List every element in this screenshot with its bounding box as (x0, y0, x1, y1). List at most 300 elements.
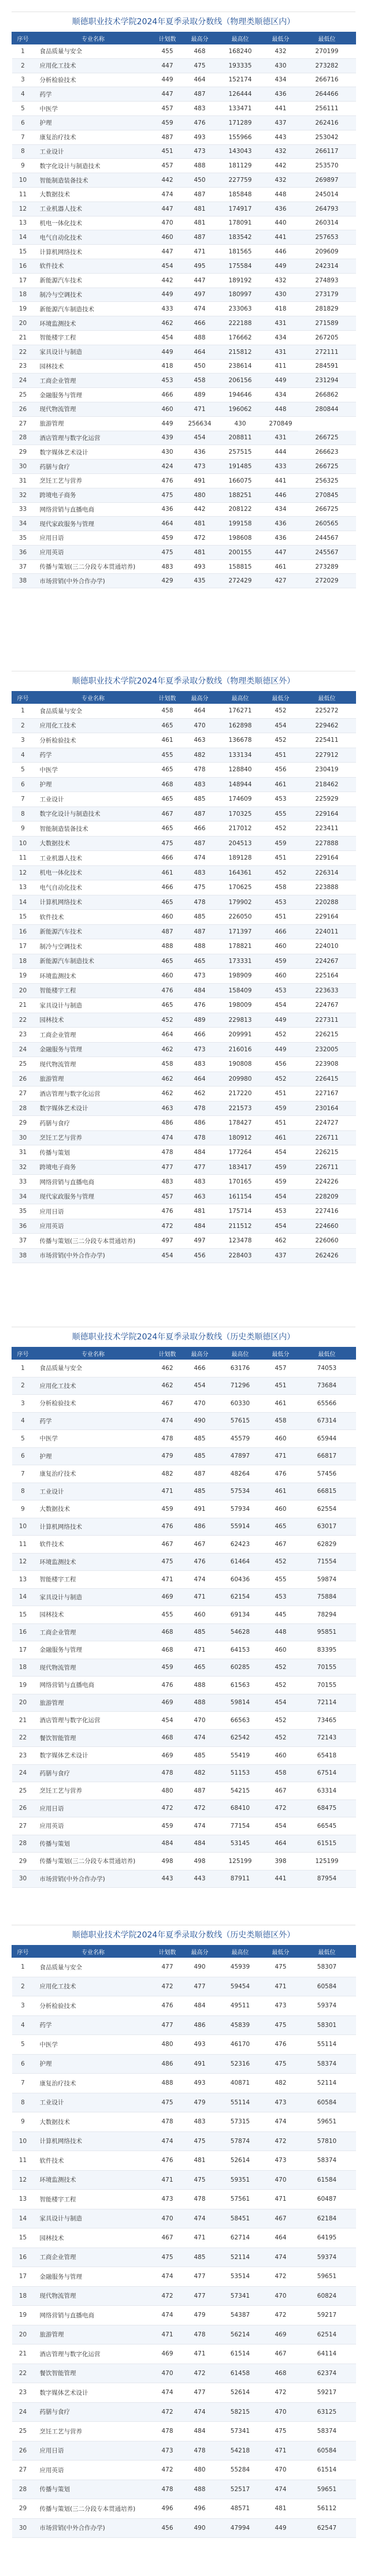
cell-major: 数字媒体艺术设计 (34, 1747, 153, 1765)
cell-max-score: 477 (183, 1977, 217, 1996)
table-row (12, 1447, 356, 1465)
cell-major: 酒店管理与数字化运营 (34, 1712, 153, 1730)
cell-plan: 471 (153, 2170, 183, 2190)
cell-max-score: 497 (183, 1234, 217, 1249)
cell-max-score: 463 (183, 1189, 217, 1204)
cell-max-rank: 204513 (217, 836, 264, 851)
cell-min-score: 434 (264, 388, 298, 402)
cell-seq: 20 (12, 983, 34, 998)
cell-min-score: 445 (264, 1606, 298, 1624)
table-row (12, 1395, 356, 1413)
cell-plan: 473 (153, 2190, 183, 2209)
cell-min-rank: 262426 (298, 1248, 356, 1263)
cell-min-score: 460 (264, 969, 298, 984)
cell-plan: 463 (153, 1101, 183, 1116)
cell-max-score: 476 (183, 998, 217, 1013)
cell-seq: 15 (12, 1606, 34, 1624)
cell-min-rank: 270845 (298, 488, 356, 502)
cell-max-rank: 58215 (217, 2402, 264, 2422)
section-physics-inside (0, 0, 367, 627)
cell-major: 市场营销(中外合作办学) (34, 1870, 153, 1888)
table-row (12, 1412, 356, 1430)
cell-seq: 35 (12, 531, 34, 546)
cell-min-score: 434 (264, 502, 298, 517)
cell-major: 旅游管理 (34, 1072, 153, 1087)
cell-min-score: 442 (264, 159, 298, 173)
cell-major: 分析检验技术 (34, 73, 153, 87)
cell-min-score: 475 (264, 2054, 298, 2074)
cell-min-score: 453 (264, 792, 298, 807)
cell-max-score: 436 (183, 445, 217, 460)
cell-max-score: 479 (183, 2306, 217, 2325)
cell-max-score: 483 (183, 102, 217, 116)
cell-max-score: 478 (183, 2441, 217, 2461)
table-row (12, 704, 356, 719)
cell-min-rank: 227416 (298, 1204, 356, 1219)
cell-seq: 12 (12, 1553, 34, 1571)
cell-min-score: 432 (264, 173, 298, 188)
cell-min-score: 481 (264, 2499, 298, 2519)
cell-major: 园林技术 (34, 1013, 153, 1028)
cell-max-score: 488 (183, 2480, 217, 2499)
cell-max-score: 454 (183, 1377, 217, 1395)
cell-max-score: 483 (183, 1175, 217, 1190)
cell-max-rank: 178427 (217, 1116, 264, 1131)
cell-plan: 468 (153, 1729, 183, 1747)
cell-min-rank: 60584 (298, 2441, 356, 2461)
cell-min-score: 472 (264, 2383, 298, 2403)
cell-plan: 456 (153, 2518, 183, 2538)
cell-plan: 486 (153, 2054, 183, 2074)
cell-min-score: 474 (264, 2112, 298, 2132)
cell-seq: 29 (12, 2499, 34, 2519)
cell-max-score: 487 (183, 187, 217, 201)
table-row (12, 1729, 356, 1747)
cell-max-rank: 49511 (217, 1996, 264, 2016)
cell-seq: 25 (12, 1782, 34, 1800)
cell-min-score: 457 (264, 1360, 298, 1377)
cell-max-rank: 188251 (217, 488, 264, 502)
cell-seq: 25 (12, 1057, 34, 1072)
cell-major: 智能楼宇工程 (34, 983, 153, 998)
cell-max-rank: 226050 (217, 910, 264, 925)
cell-min-rank: 66545 (298, 1817, 356, 1835)
table-row (12, 288, 356, 302)
cell-min-rank: 227912 (298, 748, 356, 763)
cell-min-rank: 55114 (298, 2035, 356, 2055)
table-row (12, 44, 356, 59)
cell-seq: 8 (12, 2093, 34, 2112)
cell-seq: 20 (12, 1694, 34, 1712)
cell-max-rank: 55419 (217, 1747, 264, 1765)
table-row (12, 2306, 356, 2325)
cell-plan: 460 (153, 402, 183, 416)
table-row (12, 1072, 356, 1087)
cell-seq: 2 (12, 1377, 34, 1395)
cell-seq: 17 (12, 273, 34, 288)
cell-min-score: 461 (264, 1483, 298, 1500)
header-plan: 计划数 (153, 1347, 183, 1360)
table-row (12, 2286, 356, 2306)
cell-max-rank: 168240 (217, 44, 264, 59)
cell-major: 工业设计 (34, 792, 153, 807)
cell-max-score: 454 (183, 431, 217, 445)
cell-plan: 472 (153, 2461, 183, 2480)
cell-min-score: 436 (264, 531, 298, 546)
cell-min-score: 470 (264, 2170, 298, 2190)
table-row (12, 388, 356, 402)
header-major: 专业名称 (34, 32, 153, 44)
header-max-rank: 最高位 (217, 1347, 264, 1360)
cell-major: 软件技术 (34, 1536, 153, 1554)
cell-max-rank: 183542 (217, 230, 264, 245)
cell-min-rank: 61514 (298, 2461, 356, 2480)
cell-major: 护理 (34, 777, 153, 792)
cell-seq: 18 (12, 2286, 34, 2306)
cell-plan: 461 (153, 733, 183, 748)
cell-plan: 465 (153, 822, 183, 837)
cell-plan: 465 (153, 895, 183, 910)
cell-major: 中医学 (34, 2035, 153, 2055)
cell-min-rank: 224660 (298, 1219, 356, 1234)
cell-min-score: 458 (264, 1412, 298, 1430)
cell-max-rank: 126444 (217, 87, 264, 102)
cell-major: 工业设计 (34, 144, 153, 159)
cell-major: 金融服务与管理 (34, 388, 153, 402)
cell-max-rank: 238614 (217, 359, 264, 374)
cell-max-score: 479 (183, 2093, 217, 2112)
cell-max-score: 472 (183, 531, 217, 546)
cell-max-score: 488 (183, 330, 217, 345)
table-row (12, 1835, 356, 1853)
cell-max-rank: 196062 (217, 402, 264, 416)
cell-max-score: 466 (183, 316, 217, 331)
cell-seq: 38 (12, 574, 34, 588)
cell-plan: 475 (153, 1553, 183, 1571)
cell-seq: 16 (12, 2248, 34, 2267)
cell-major: 工商企业管理 (34, 2248, 153, 2267)
cell-min-rank: 262416 (298, 115, 356, 130)
cell-seq: 36 (12, 545, 34, 559)
cell-plan: 418 (153, 359, 183, 374)
score-card (12, 671, 355, 1263)
header-min-score: 最低分 (264, 1347, 298, 1360)
cell-min-score: 453 (264, 1204, 298, 1219)
table-row (12, 1996, 356, 2016)
cell-plan: 462 (153, 1087, 183, 1102)
table-row (12, 1189, 356, 1204)
table-row (12, 1219, 356, 1234)
cell-min-rank: 63017 (298, 1518, 356, 1536)
table-row (12, 2035, 356, 2055)
cell-min-rank: 245014 (298, 187, 356, 201)
table-row (12, 2383, 356, 2403)
cell-min-score: 451 (264, 910, 298, 925)
cell-plan: 472 (153, 1977, 183, 1996)
table-row (12, 402, 356, 416)
cell-major: 酒店管理与数字化运营 (34, 431, 153, 445)
cell-major: 电气自动化技术 (34, 880, 153, 895)
cell-plan: 459 (153, 1500, 183, 1518)
header-plan: 计划数 (153, 1946, 183, 1958)
table-row (12, 2518, 356, 2538)
cell-major: 计算机网络技术 (34, 1518, 153, 1536)
cell-plan: 472 (153, 1800, 183, 1817)
cell-seq: 2 (12, 718, 34, 733)
cell-min-rank: 125199 (298, 1853, 356, 1871)
cell-max-rank: 209980 (217, 1072, 264, 1087)
cell-major: 餐饮智能管理 (34, 2364, 153, 2383)
cell-seq: 15 (12, 910, 34, 925)
cell-plan: 464 (153, 517, 183, 531)
table-row (12, 2441, 356, 2461)
cell-major: 家具设计与制造 (34, 2209, 153, 2228)
cell-min-score: 437 (264, 115, 298, 130)
cell-major: 传播与策划(三二分段专本贯通培养) (34, 559, 153, 574)
cell-min-score: 452 (264, 1712, 298, 1730)
cell-max-rank: 211512 (217, 1219, 264, 1234)
cell-major: 机电一体化技术 (34, 865, 153, 880)
cell-max-score: 465 (183, 1659, 217, 1677)
cell-max-rank: 158815 (217, 559, 264, 574)
cell-min-rank: 58301 (298, 2015, 356, 2035)
cell-max-rank: 60285 (217, 1659, 264, 1677)
cell-max-score: 473 (183, 1042, 217, 1057)
cell-max-score: 471 (183, 1641, 217, 1659)
cell-max-score: 450 (183, 173, 217, 188)
cell-seq: 6 (12, 2054, 34, 2074)
cell-max-score: 477 (183, 2383, 217, 2403)
cell-seq: 25 (12, 2422, 34, 2441)
cell-max-score: 478 (183, 895, 217, 910)
table-row (12, 1853, 356, 1871)
cell-min-score: 460 (264, 939, 298, 954)
cell-max-score: 487 (183, 1465, 217, 1483)
cell-max-rank: 170325 (217, 807, 264, 822)
cell-min-rank: 220288 (298, 895, 356, 910)
cell-min-rank: 271589 (298, 316, 356, 331)
cell-plan: 455 (153, 44, 183, 59)
cell-seq: 7 (12, 1465, 34, 1483)
cell-max-score: 471 (183, 245, 217, 259)
table-row (12, 1145, 356, 1160)
cell-max-score: 478 (183, 2325, 217, 2344)
cell-min-rank: 253570 (298, 159, 356, 173)
table-row (12, 502, 356, 517)
cell-min-score: 472 (264, 2267, 298, 2287)
cell-major: 软件技术 (34, 2151, 153, 2171)
cell-max-rank: 208122 (217, 502, 264, 517)
cell-max-score: 464 (183, 73, 217, 87)
cell-max-score: 481 (183, 1204, 217, 1219)
cell-min-rank: 267205 (298, 330, 356, 345)
cell-min-rank: 224226 (298, 1175, 356, 1190)
cell-max-rank: 62154 (217, 1588, 264, 1606)
cell-min-score: 475 (264, 1958, 298, 1977)
cell-min-score: 448 (264, 187, 298, 201)
cell-max-rank: 61464 (217, 1553, 264, 1571)
cell-major: 中医学 (34, 102, 153, 116)
cell-max-rank: 175584 (217, 259, 264, 273)
table-row (12, 1800, 356, 1817)
table-row (12, 1057, 356, 1072)
cell-seq: 21 (12, 1712, 34, 1730)
cell-plan: 472 (153, 1219, 183, 1234)
cell-seq: 34 (12, 1189, 34, 1204)
cell-plan: 457 (153, 102, 183, 116)
table-row (12, 2015, 356, 2035)
cell-max-score: 474 (183, 1571, 217, 1589)
cell-min-score: 270849 (264, 416, 298, 431)
cell-seq: 4 (12, 2015, 34, 2035)
cell-max-rank: 59351 (217, 2170, 264, 2190)
table-row (12, 1160, 356, 1175)
cell-max-score: 476 (183, 115, 217, 130)
cell-major: 中医学 (34, 1430, 153, 1448)
cell-max-score: 471 (183, 2344, 217, 2364)
table-title: 顺德职业技术学院2024年夏季录取分数线（历史类顺德区内） (12, 1327, 355, 1347)
table-row (12, 733, 356, 748)
cell-min-rank: 229462 (298, 718, 356, 733)
cell-max-rank: 155966 (217, 130, 264, 144)
table-row (12, 245, 356, 259)
cell-min-score: 476 (264, 1465, 298, 1483)
cell-min-rank: 66817 (298, 1447, 356, 1465)
cell-max-rank: 57615 (217, 1412, 264, 1430)
cell-major: 应用化工技术 (34, 58, 153, 73)
cell-min-rank: 274893 (298, 273, 356, 288)
cell-seq: 7 (12, 2074, 34, 2093)
cell-max-rank: 198909 (217, 969, 264, 984)
cell-min-rank: 227167 (298, 1087, 356, 1102)
cell-major: 护理 (34, 1447, 153, 1465)
cell-major: 大数据技术 (34, 1500, 153, 1518)
cell-major: 计算机网络技术 (34, 245, 153, 259)
cell-major: 工商企业管理 (34, 1028, 153, 1043)
cell-min-score: 472 (264, 2306, 298, 2325)
cell-major: 制冷与空调技术 (34, 288, 153, 302)
cell-max-rank: 228403 (217, 1248, 264, 1263)
cell-min-rank: 59217 (298, 2383, 356, 2403)
cell-major: 分析检验技术 (34, 1395, 153, 1413)
cell-max-score: 481 (183, 216, 217, 230)
cell-max-rank: 222188 (217, 316, 264, 331)
cell-min-rank: 70155 (298, 1659, 356, 1677)
cell-min-rank: 266623 (298, 445, 356, 460)
header-major: 专业名称 (34, 692, 153, 704)
cell-major: 旅游管理 (34, 416, 153, 431)
cell-min-score: 436 (264, 201, 298, 216)
cell-min-score: 456 (264, 763, 298, 778)
cell-plan: 487 (153, 130, 183, 144)
cell-max-score: 490 (183, 1958, 217, 1977)
cell-plan: 455 (153, 748, 183, 763)
cell-plan: 476 (153, 2151, 183, 2171)
table-row (12, 1042, 356, 1057)
cell-max-rank: 208811 (217, 431, 264, 445)
cell-min-score: 466 (264, 924, 298, 939)
cell-max-score: 491 (183, 1500, 217, 1518)
cell-max-rank: 62423 (217, 1536, 264, 1554)
table-row (12, 1028, 356, 1043)
cell-plan: 475 (153, 2093, 183, 2112)
cell-max-rank: 52614 (217, 2151, 264, 2171)
cell-seq: 11 (12, 2151, 34, 2171)
cell-max-score: 483 (183, 865, 217, 880)
cell-seq: 18 (12, 954, 34, 969)
cell-max-score: 478 (183, 1101, 217, 1116)
cell-seq: 3 (12, 733, 34, 748)
cell-max-score: 475 (183, 58, 217, 73)
cell-max-rank: 46170 (217, 2035, 264, 2055)
cell-min-rank: 61584 (298, 2170, 356, 2190)
cell-seq: 20 (12, 2325, 34, 2344)
cell-plan: 462 (153, 1360, 183, 1377)
cell-min-score: 467 (264, 2209, 298, 2228)
cell-major: 应用日语 (34, 1204, 153, 1219)
cell-min-score: 454 (264, 1145, 298, 1160)
cell-min-score: 464 (264, 1835, 298, 1853)
cell-min-score: 430 (264, 288, 298, 302)
cell-major: 智能楼宇工程 (34, 330, 153, 345)
cell-seq: 12 (12, 201, 34, 216)
cell-max-score: 464 (183, 704, 217, 719)
cell-seq: 14 (12, 230, 34, 245)
cell-min-rank: 266725 (298, 502, 356, 517)
cell-min-score: 451 (264, 1087, 298, 1102)
cell-plan: 496 (153, 2499, 183, 2519)
cell-max-score: 480 (183, 2461, 217, 2480)
table-row (12, 187, 356, 201)
cell-max-rank: 57315 (217, 2112, 264, 2132)
cell-plan: 466 (153, 851, 183, 866)
cell-major: 工业机器人技术 (34, 851, 153, 866)
cell-plan: 462 (153, 1377, 183, 1395)
cell-plan: 473 (153, 2441, 183, 2461)
cell-major: 新能源汽车制造技术 (34, 954, 153, 969)
cell-max-rank: 54628 (217, 1623, 264, 1641)
cell-max-score: 497 (183, 288, 217, 302)
cell-plan: 454 (153, 259, 183, 273)
cell-plan: 477 (153, 1958, 183, 1977)
cell-max-score: 488 (183, 159, 217, 173)
cell-min-rank: 59874 (298, 1571, 356, 1589)
cell-seq: 18 (12, 1659, 34, 1677)
cell-major: 家具设计与制造 (34, 345, 153, 359)
cell-plan: 471 (153, 1483, 183, 1500)
cell-max-rank: 66563 (217, 1712, 264, 1730)
cell-max-rank: 174609 (217, 792, 264, 807)
cell-plan: 430 (153, 445, 183, 460)
cell-min-score: 444 (264, 445, 298, 460)
cell-min-score: 431 (264, 431, 298, 445)
cell-min-score: 451 (264, 1377, 298, 1395)
cell-max-score: 485 (183, 1483, 217, 1500)
cell-major: 康复治疗技术 (34, 1465, 153, 1483)
header-max-rank: 最高位 (217, 1946, 264, 1958)
table-row (12, 559, 356, 574)
table-row (12, 259, 356, 273)
cell-max-rank: 209991 (217, 1028, 264, 1043)
cell-plan: 472 (153, 2286, 183, 2306)
cell-major: 智能楼宇工程 (34, 2190, 153, 2209)
cell-min-score: 471 (264, 2190, 298, 2209)
cell-min-rank: 83395 (298, 1641, 356, 1659)
cell-plan: 447 (153, 245, 183, 259)
cell-plan: 466 (153, 880, 183, 895)
cell-max-score: 484 (183, 983, 217, 998)
cell-min-score: 452 (264, 822, 298, 837)
